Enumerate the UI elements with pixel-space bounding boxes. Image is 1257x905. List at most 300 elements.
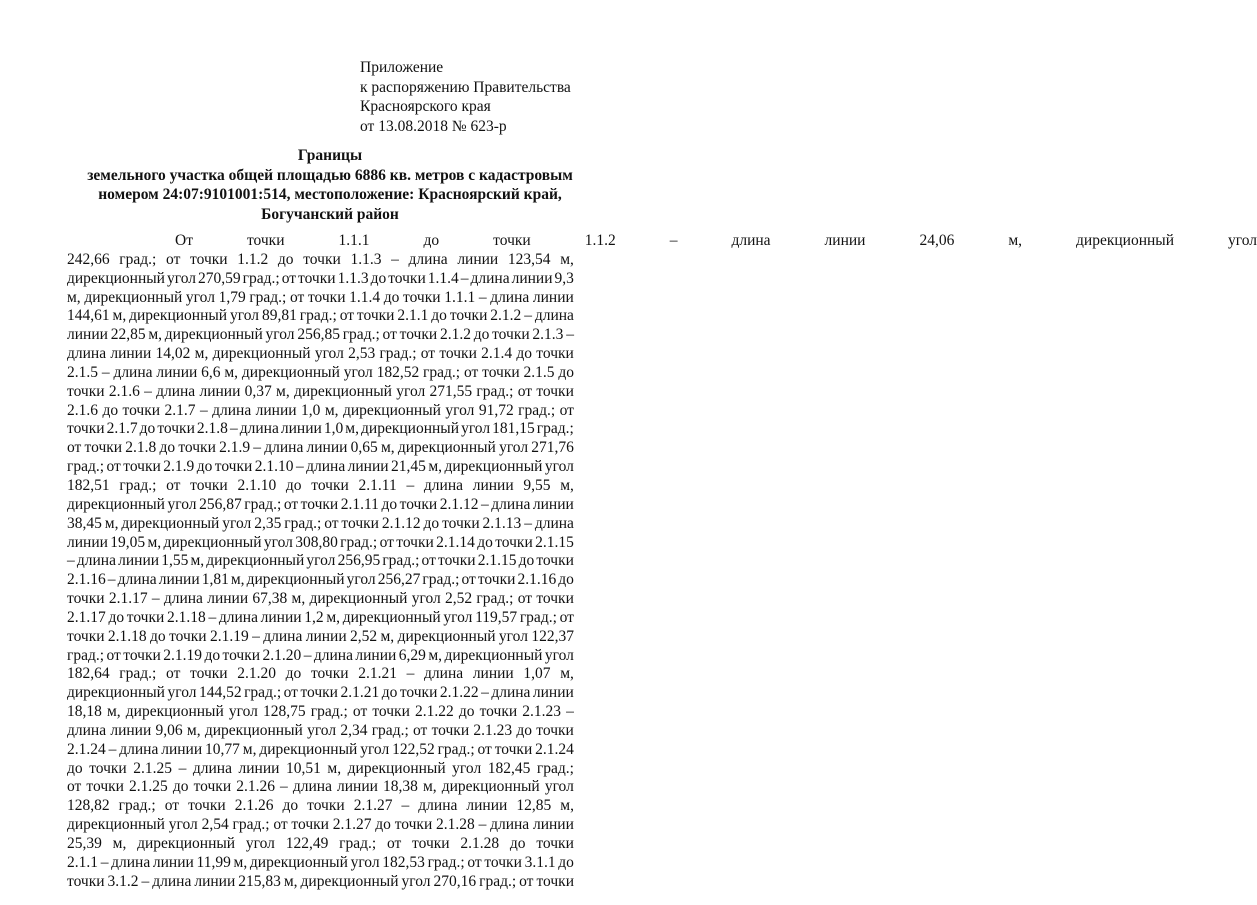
word: 2,34 [340, 721, 368, 739]
word: 256,27 [377, 571, 421, 589]
text-line [67, 628, 574, 647]
word: линии [337, 778, 378, 796]
word: – [252, 627, 260, 645]
word: 1,0 [301, 401, 321, 419]
word: угол [401, 872, 431, 890]
word: 11,99 [196, 853, 231, 871]
word: линии [199, 382, 241, 400]
word: линии [260, 608, 302, 626]
word: угол [185, 288, 215, 306]
text-line-content [67, 534, 574, 553]
word: точки [214, 458, 253, 476]
word: 2,35 [254, 514, 282, 532]
word: – [481, 495, 489, 513]
word: точки [536, 835, 574, 852]
word: от [517, 382, 533, 400]
word: дирекционный [67, 495, 165, 513]
text-line [67, 402, 574, 421]
word: град.; [249, 288, 287, 306]
text-line-content [67, 289, 574, 308]
word: 128,82 [67, 797, 110, 815]
text-line-content [67, 420, 574, 439]
word: угол [544, 646, 574, 664]
word: – [406, 476, 415, 494]
word: линии [67, 533, 108, 551]
word: дирекционный [441, 778, 540, 796]
word: 2.1.28 [436, 816, 475, 834]
word: – [406, 665, 415, 683]
word: 1.1.1 [444, 288, 476, 306]
word: длина [263, 627, 303, 645]
word: 21,45 [391, 458, 426, 476]
word: длина [491, 684, 531, 702]
text-line-content [67, 571, 574, 590]
text-line-content [67, 251, 574, 270]
word: 256,95 [337, 552, 381, 570]
word: от [421, 552, 436, 570]
word: линии [110, 721, 152, 739]
text-line-content [67, 383, 574, 402]
text-line-content [67, 778, 574, 797]
word: 122,52 [392, 740, 435, 758]
word: м, [283, 872, 298, 890]
word: длина [67, 345, 107, 363]
word: 271,55 [429, 382, 473, 400]
word: угол [168, 816, 198, 834]
word: линии [255, 401, 297, 419]
word: м, [276, 382, 290, 400]
word: от [352, 703, 368, 721]
word: угол [265, 326, 295, 344]
word: 2.1.6 [108, 382, 140, 400]
word: 123,54 [507, 250, 551, 268]
word: – [401, 797, 410, 815]
word: 1,0 [323, 420, 344, 438]
word: линии [472, 476, 514, 494]
word: – [391, 250, 399, 268]
word: град.; [379, 345, 417, 363]
appendix-order-ref: к распоряжению Правительства [360, 78, 571, 96]
word: точки [169, 627, 207, 645]
text-line [67, 722, 574, 741]
word: град.; [119, 250, 157, 268]
word: м, [112, 835, 127, 852]
word: линии [457, 250, 499, 268]
word: 18,18 [67, 703, 102, 721]
word: 2.1.5 [67, 363, 98, 381]
word: 14,02 [155, 345, 191, 363]
word: дирекционный [342, 608, 441, 626]
text-line-content [67, 741, 574, 760]
word: 182,45 [487, 759, 531, 777]
word: до [277, 250, 294, 268]
word: 0,65 [350, 439, 378, 457]
word: 144,61 [67, 307, 110, 325]
word: точки [484, 853, 522, 871]
text-line-content [67, 816, 574, 835]
word: до [139, 420, 156, 438]
word: точки [449, 307, 488, 325]
word: – [208, 608, 217, 626]
word: от [382, 326, 397, 344]
word: 22,85 [110, 326, 146, 344]
word: м, [148, 326, 163, 344]
word: точки [190, 250, 228, 268]
document-title [60, 146, 600, 224]
word: до [431, 307, 447, 325]
word: 1.1.2 [237, 250, 269, 268]
text-line [67, 571, 574, 590]
text-line [67, 496, 574, 515]
text-line-content [67, 307, 574, 326]
word: до [383, 288, 400, 306]
word: 3.1.1 [524, 853, 556, 871]
word: точки [67, 627, 105, 645]
word: м, [560, 250, 574, 268]
word: 2.1.19 [209, 627, 249, 645]
word: 19,05 [110, 533, 146, 551]
word: град.; [310, 703, 348, 721]
word: 1,55 [161, 552, 189, 570]
word: – [67, 552, 75, 570]
word: 2.1.22 [415, 703, 454, 721]
word: дирекционный [259, 740, 358, 758]
word: м, [380, 439, 395, 457]
word: точки [399, 684, 438, 702]
word: длина [111, 853, 151, 871]
word: точки [403, 288, 441, 306]
word: до [558, 363, 574, 381]
word: – [144, 382, 152, 400]
text-line-content [67, 684, 574, 703]
word: угол [396, 382, 426, 400]
text-line-content [67, 477, 574, 496]
word: до [159, 439, 176, 457]
text-line-content [67, 665, 574, 684]
word: до [518, 552, 535, 570]
word: линии [824, 232, 866, 249]
word: точки [246, 232, 285, 249]
word: точки [536, 721, 574, 739]
word: 25,39 [67, 835, 102, 852]
word: дирекционный [137, 835, 236, 852]
word: точки [477, 571, 516, 589]
word: до [381, 684, 398, 702]
word: 2.1.1 [397, 307, 429, 325]
text-line-content [67, 458, 574, 477]
text-line-content [67, 854, 574, 873]
word: до [282, 797, 299, 815]
word: от [164, 797, 180, 815]
word: точки [67, 420, 105, 438]
word: точки [493, 232, 531, 249]
word: длина [292, 778, 332, 796]
word: дирекционный [212, 345, 311, 363]
word: дирекционный [1076, 232, 1175, 249]
word: 2.1.17 [67, 608, 106, 626]
word: град.; [342, 326, 380, 344]
word: 1.1.4 [349, 288, 381, 306]
word: 2.1.16 [517, 571, 557, 589]
word: до [204, 646, 221, 664]
word: 1,2 [304, 608, 324, 626]
word: 0,37 [244, 382, 272, 400]
word: угол [166, 269, 196, 287]
word: м, [428, 458, 443, 476]
text-line-content [67, 722, 574, 741]
word: 91,72 [478, 401, 514, 419]
word: – [151, 590, 160, 608]
word: длина [534, 307, 574, 325]
word: 9,55 [523, 476, 551, 494]
word: – [478, 288, 487, 306]
word: град.; [299, 307, 337, 325]
word: точки [494, 740, 533, 758]
word: от [467, 853, 482, 871]
text-line [67, 816, 574, 835]
word: точки [300, 684, 338, 702]
word: 2.1.15 [477, 552, 517, 570]
word: точки [492, 326, 530, 344]
word: – [524, 307, 532, 325]
text-line-content [67, 439, 574, 458]
word: от [106, 646, 121, 664]
word: 9,06 [155, 721, 183, 739]
word: град.; [371, 721, 409, 739]
word: 2.1.10 [254, 458, 294, 476]
word: град.; [339, 835, 377, 852]
word: до [375, 816, 391, 834]
text-line [67, 741, 574, 760]
word: линии [194, 872, 236, 890]
word: град.; [519, 608, 557, 626]
word: до [370, 269, 387, 287]
word: длина [156, 382, 196, 400]
word: точки [303, 250, 341, 268]
word: дирекционный [163, 533, 262, 551]
word: дирекционный [347, 759, 446, 777]
title-line: земельного участка общей площадью 6886 кв. метров с кадастровым [87, 166, 573, 184]
word: 2.1.13 [482, 514, 522, 532]
word: линии [532, 684, 574, 702]
word: точки [479, 703, 518, 721]
text-line-content [67, 496, 574, 515]
word: угол [443, 608, 473, 626]
word: 18,38 [383, 778, 418, 796]
word: линии [152, 853, 194, 871]
word: длина [163, 590, 203, 608]
word: от [559, 401, 574, 419]
word: точки [67, 590, 105, 608]
word: угол [343, 363, 373, 381]
word: 2.1.23 [473, 721, 513, 739]
word: точки [84, 439, 123, 457]
text-line [67, 345, 574, 364]
word: до [67, 759, 83, 777]
word: град.; [382, 552, 420, 570]
text-line-content [67, 326, 574, 345]
word: до [509, 835, 526, 852]
text-line [67, 420, 574, 439]
word: град.; [479, 872, 517, 890]
word: длина [306, 458, 346, 476]
word: дирекционный [293, 382, 392, 400]
word: – [481, 684, 489, 702]
word: до [423, 514, 440, 532]
word: от [477, 740, 492, 758]
word: – [478, 816, 487, 834]
word: град.; [437, 740, 475, 758]
text-line-content [67, 270, 574, 289]
text-line [67, 760, 574, 779]
word: от [379, 533, 394, 551]
word: точки [399, 495, 438, 513]
word: от [413, 721, 428, 739]
word: 67,38 [252, 590, 288, 608]
word: – [669, 232, 678, 249]
word: точки [122, 401, 161, 419]
word: – [141, 872, 150, 890]
word: угол [452, 759, 482, 777]
word: град.; [422, 571, 460, 589]
word: – [253, 439, 262, 457]
word: 89,81 [261, 307, 297, 325]
word: до [196, 458, 213, 476]
word: от [67, 439, 82, 457]
word: от [290, 288, 305, 306]
word: 2.1.10 [237, 476, 277, 494]
word: м, [190, 552, 205, 570]
word: точки [536, 872, 574, 890]
word: 1.1.1 [338, 232, 370, 249]
word: 2.1.22 [439, 684, 479, 702]
word: угол [1228, 232, 1257, 249]
word: м, [291, 590, 306, 608]
word: линии [207, 590, 249, 608]
word: угол [499, 439, 529, 457]
word: 1.1.3 [350, 250, 382, 268]
word: длина [490, 288, 530, 306]
word: длина [491, 495, 531, 513]
word: 2.1.11 [340, 495, 379, 513]
word: 3.1.2 [107, 872, 139, 890]
word: 2.1.26 [236, 778, 275, 796]
word: угол [346, 571, 376, 589]
word: угол [245, 835, 275, 852]
word: длина [113, 363, 153, 381]
word: дирекционный [444, 646, 543, 664]
word: 2.1.2 [439, 326, 471, 344]
word: дирекционный [129, 307, 228, 325]
word: – [303, 646, 312, 664]
word: 6,6 [201, 363, 221, 381]
word: угол [498, 627, 528, 645]
text-line-content [67, 364, 574, 383]
word: длина [534, 514, 574, 532]
word: 12,85 [516, 797, 552, 815]
word: линии [306, 439, 348, 457]
word: 2.1.4 [481, 345, 513, 363]
word: 2.1.28 [460, 835, 500, 852]
word: угол [445, 401, 475, 419]
word: дирекционный [300, 872, 399, 890]
word: м, [327, 759, 342, 777]
word: 24,06 [919, 232, 955, 249]
word: угол [222, 514, 252, 532]
word: дирекционный [204, 721, 303, 739]
word: 1,07 [523, 665, 551, 683]
word: угол [307, 721, 337, 739]
word: град.; [427, 853, 465, 871]
word: длина [119, 740, 159, 758]
word: м, [560, 476, 574, 494]
word: м, [560, 797, 574, 815]
text-line-content [67, 232, 1257, 251]
word: 2.1.11 [358, 476, 397, 494]
word: длина [731, 232, 771, 249]
word: – [108, 740, 117, 758]
word: точки [438, 552, 476, 570]
word: 9,3 [554, 269, 574, 287]
word: от [283, 684, 298, 702]
word: м, [224, 363, 239, 381]
word: от [420, 345, 436, 363]
word: град.; [118, 797, 156, 815]
word: длина [470, 269, 510, 287]
word: точки [190, 476, 228, 494]
word: длина [313, 646, 353, 664]
word: длина [418, 797, 458, 815]
word: 1.1.4 [427, 269, 459, 287]
word: точки [412, 835, 450, 852]
word: угол [167, 495, 197, 513]
text-line [67, 458, 574, 477]
word: до [558, 571, 574, 589]
word: дирекционный [246, 571, 345, 589]
word: 144,52 [198, 684, 242, 702]
word: дирекционный [444, 458, 543, 476]
text-line [67, 647, 574, 666]
word: линии [532, 288, 574, 306]
word: точки [89, 759, 127, 777]
word: точки [188, 797, 226, 815]
word: линии [280, 420, 322, 438]
word: до [558, 853, 574, 871]
word: 1,81 [201, 571, 229, 589]
word: 182,52 [376, 363, 420, 381]
text-line-content [67, 552, 574, 571]
word: 2.1.20 [237, 665, 276, 683]
word: м, [67, 288, 81, 306]
word: м, [112, 307, 127, 325]
word: точки [399, 326, 438, 344]
word: до [516, 721, 533, 739]
word: от [339, 307, 355, 325]
text-line-content [67, 515, 574, 534]
word: точки [307, 288, 346, 306]
word: град.; [242, 269, 280, 287]
word: 1.1.2 [584, 232, 616, 249]
word: от [166, 476, 181, 494]
word: дирекционный [241, 363, 340, 381]
text-line [67, 854, 574, 873]
word: – [229, 420, 238, 438]
word: точки [67, 872, 105, 890]
word: 270,59 [198, 269, 241, 287]
word: длина [408, 250, 448, 268]
word: 2.1.24 [67, 740, 106, 758]
word: от [273, 816, 288, 834]
